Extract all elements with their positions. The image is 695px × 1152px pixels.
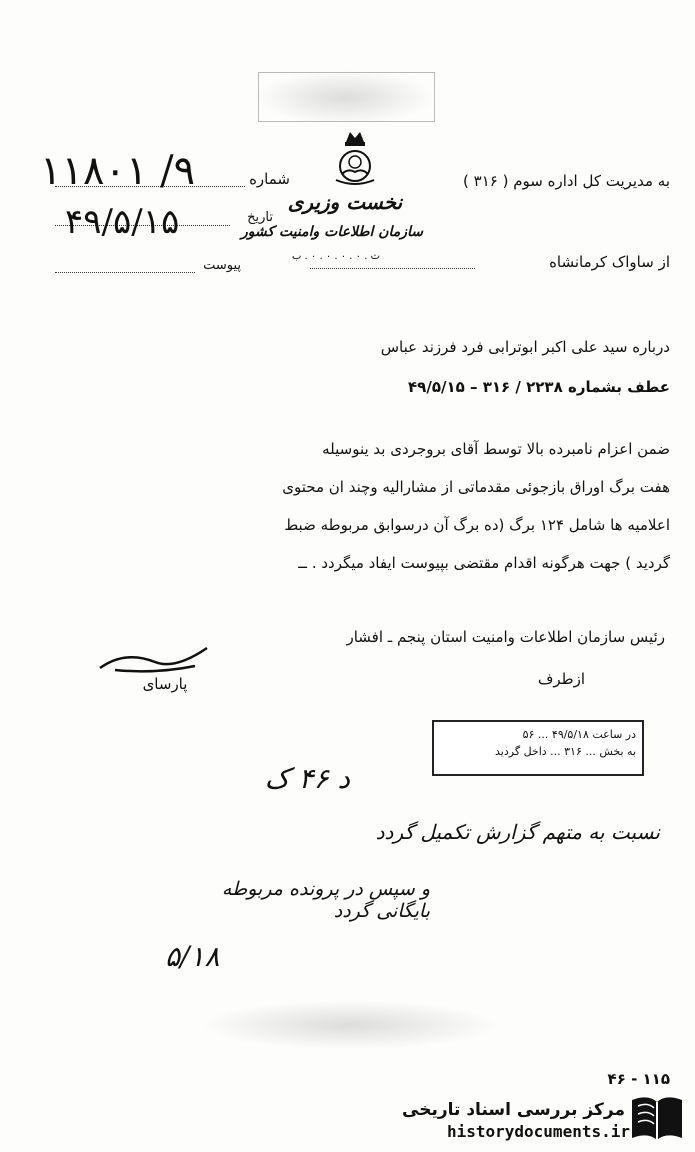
- signature-title: رئیس سازمان اطلاعات وامنیت استان پنجم ـ افشار: [346, 628, 665, 646]
- number-label: شماره: [249, 170, 290, 188]
- body-line: ضمن اعزام نامبرده بالا توسط آقای بروجردی بد ینوسیله: [322, 440, 670, 458]
- org-line-2: سازمان اطلاعات وامنیت کشور: [240, 224, 424, 240]
- handwritten-line: و سپس در پرونده مربوطه بایگانی گردد: [221, 878, 430, 922]
- on-behalf-label: ازطرف: [537, 670, 585, 688]
- archive-site: historydocuments.ir: [446, 1122, 630, 1141]
- org-code: ت . ۰ . ۰ . ۰ . ۰ . ب: [291, 251, 380, 262]
- body-line: گردید ) جهت هرگونه اقدام مقتضی بپیوست ایفاد میگردد . ــ: [298, 554, 670, 572]
- handwritten-line: نسبت به متهم گزارش تکمیل گردد: [375, 820, 660, 844]
- number-value: ۱۱۸۰۱ /۹: [40, 148, 196, 194]
- addressee-from: از ساواک کرمانشاه: [549, 253, 670, 271]
- date-value: ۴۹/۵/۱۵: [65, 202, 180, 242]
- attachment-label: پیوست: [203, 258, 241, 273]
- book-logo-icon: [628, 1092, 686, 1144]
- body-text: [90, 440, 670, 592]
- archive-name: مرکز بررسی اسناد تاریخی: [402, 1100, 625, 1120]
- lion-and-sun-crown-emblem-icon: [328, 128, 382, 188]
- received-stamp: [432, 720, 644, 776]
- subject-about: درباره سید علی اکبر ابوترابی فرد فرزند عباس: [380, 338, 670, 356]
- attachment-dotline: [55, 272, 195, 273]
- body-line: اعلامیه ها شامل ۱۲۴ برگ (ده برگ آن درسوابق مربوطه ضبط: [284, 516, 670, 534]
- org-line-1: نخست وزیری: [287, 190, 403, 214]
- addressee-to: به مدیریت کل اداره سوم ( ۳۱۶ ): [463, 172, 670, 190]
- handwritten-ref: د ۴۶ ک: [264, 762, 350, 795]
- date-label: تاریخ: [247, 210, 273, 225]
- received-stamp-line-1: در ساعت ۴۹/۵/۱۸ ... ۵۶: [522, 728, 636, 741]
- signature-scribble-icon: [95, 640, 215, 680]
- from-dotline: [310, 268, 475, 269]
- old-stamp-frame-top: [258, 72, 435, 122]
- body-line: هفت برگ اوراق بازجوئی مقدماتی از مشارالیه وچند ان محتوی: [282, 478, 670, 496]
- page-code: ۴۶ - ۱۱۵: [607, 1070, 670, 1088]
- signer-name: پارسای: [142, 675, 188, 693]
- subject-reference: عطف بشماره ۲۲۳۸ / ۳۱۶ – ۴۹/۵/۱۵: [408, 378, 670, 396]
- handwritten-date: ۵/۱۸: [165, 940, 220, 973]
- old-stamp-smudge-bottom: [200, 1000, 500, 1050]
- received-stamp-line-2: به بخش ... ۳۱۶ ... داخل گردید: [495, 745, 636, 758]
